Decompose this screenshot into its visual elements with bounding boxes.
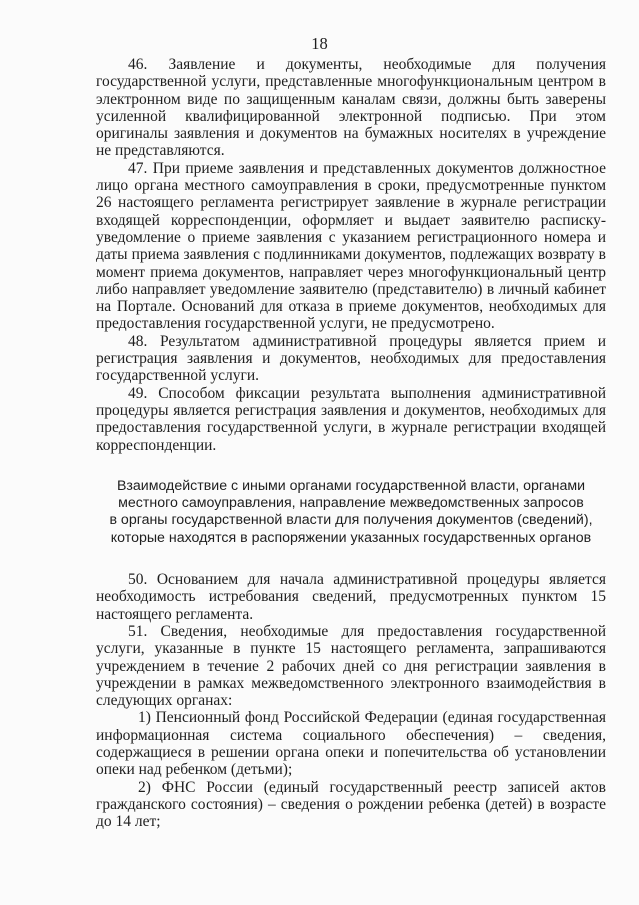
section-heading <box>96 478 606 547</box>
paragraph-50: 50. Основанием для начала административной процедуры является необходимость истребования сведений, предусмотренных пунктом 15 настоящего регламента. <box>96 571 606 623</box>
section-heading-line-4: которые находятся в распоряжении указанных государственных органов <box>110 529 592 546</box>
section-heading-line-2: местного самоуправления, направление межведомственных запросов <box>118 495 584 512</box>
paragraph-46: 46. Заявление и документы, необходимые для получения государственной услуги, представленные многофункциональным центром в электронном виде по защищенным каналам связи, должны быть заверены усиленной квалифицированной электронной подписью. При этом оригиналы заявления и документов на бумажных носителях в учреждение не представляются. <box>96 56 606 160</box>
list-item: 2) ФНС России (единый государственный реестр записей актов гражданского состояния) – сведения о рождении ребенка (детей) в возрасте до 14 лет; <box>96 778 606 831</box>
list-item: 1) Пенсионный фонд Российской Федерации (единая государственная информационная система социального обеспечения) – сведения, содержащиеся в решении органа опеки и попечительства об установлении опеки над ребенком (детьми); <box>96 709 606 779</box>
document-body <box>96 56 606 830</box>
page-number: 18 <box>311 34 328 53</box>
paragraph-49: 49. Способом фиксации результата выполнения административной процедуры является регистрация заявления и документов, необходимых для предоставления государственной услуги, в журнале регистрации входящей корреспонденции. <box>96 384 606 454</box>
paragraph-47: 47. При приеме заявления и представленных документов должностное лицо органа местного самоуправления в сроки, предусмотренные пунктом 26 настоящего регламента регистрирует заявление в журнале регистрации входящей корреспонденции, оформляет и выдает заявителю расписку-уведомление о приеме заявления с указанием регистрационного номера и даты приема заявления с подлинниками документов, подлежащих возврату в момент приема документов, направляет через многофункциональный центр либо направляет уведомление заявителю (представителю) в личный кабинет на Портале. Оснований для отказа в приеме документов, необходимых для предоставления государственной услуги, не предусмотрено. <box>96 159 606 333</box>
paragraph-48: 48. Результатом административной процедуры является прием и регистрация заявления и документов, необходимых для предоставления государственной услуги. <box>96 332 606 385</box>
section-heading-line-1: Взаимодействие с иными органами государственной власти, органами <box>116 477 586 494</box>
paragraph-51: 51. Сведения, необходимые для предоставления государственной услуги, указанные в пункте 15 настоящего регламента, запрашиваются учреждением в течение 2 рабочих дней со дня регистрации заявления в учреждении в рамках межведомственного электронного взаимодействия в следующих органах: <box>96 622 606 710</box>
section-heading-line-3: в органы государственной власти для получения документов (сведений), <box>109 512 593 529</box>
